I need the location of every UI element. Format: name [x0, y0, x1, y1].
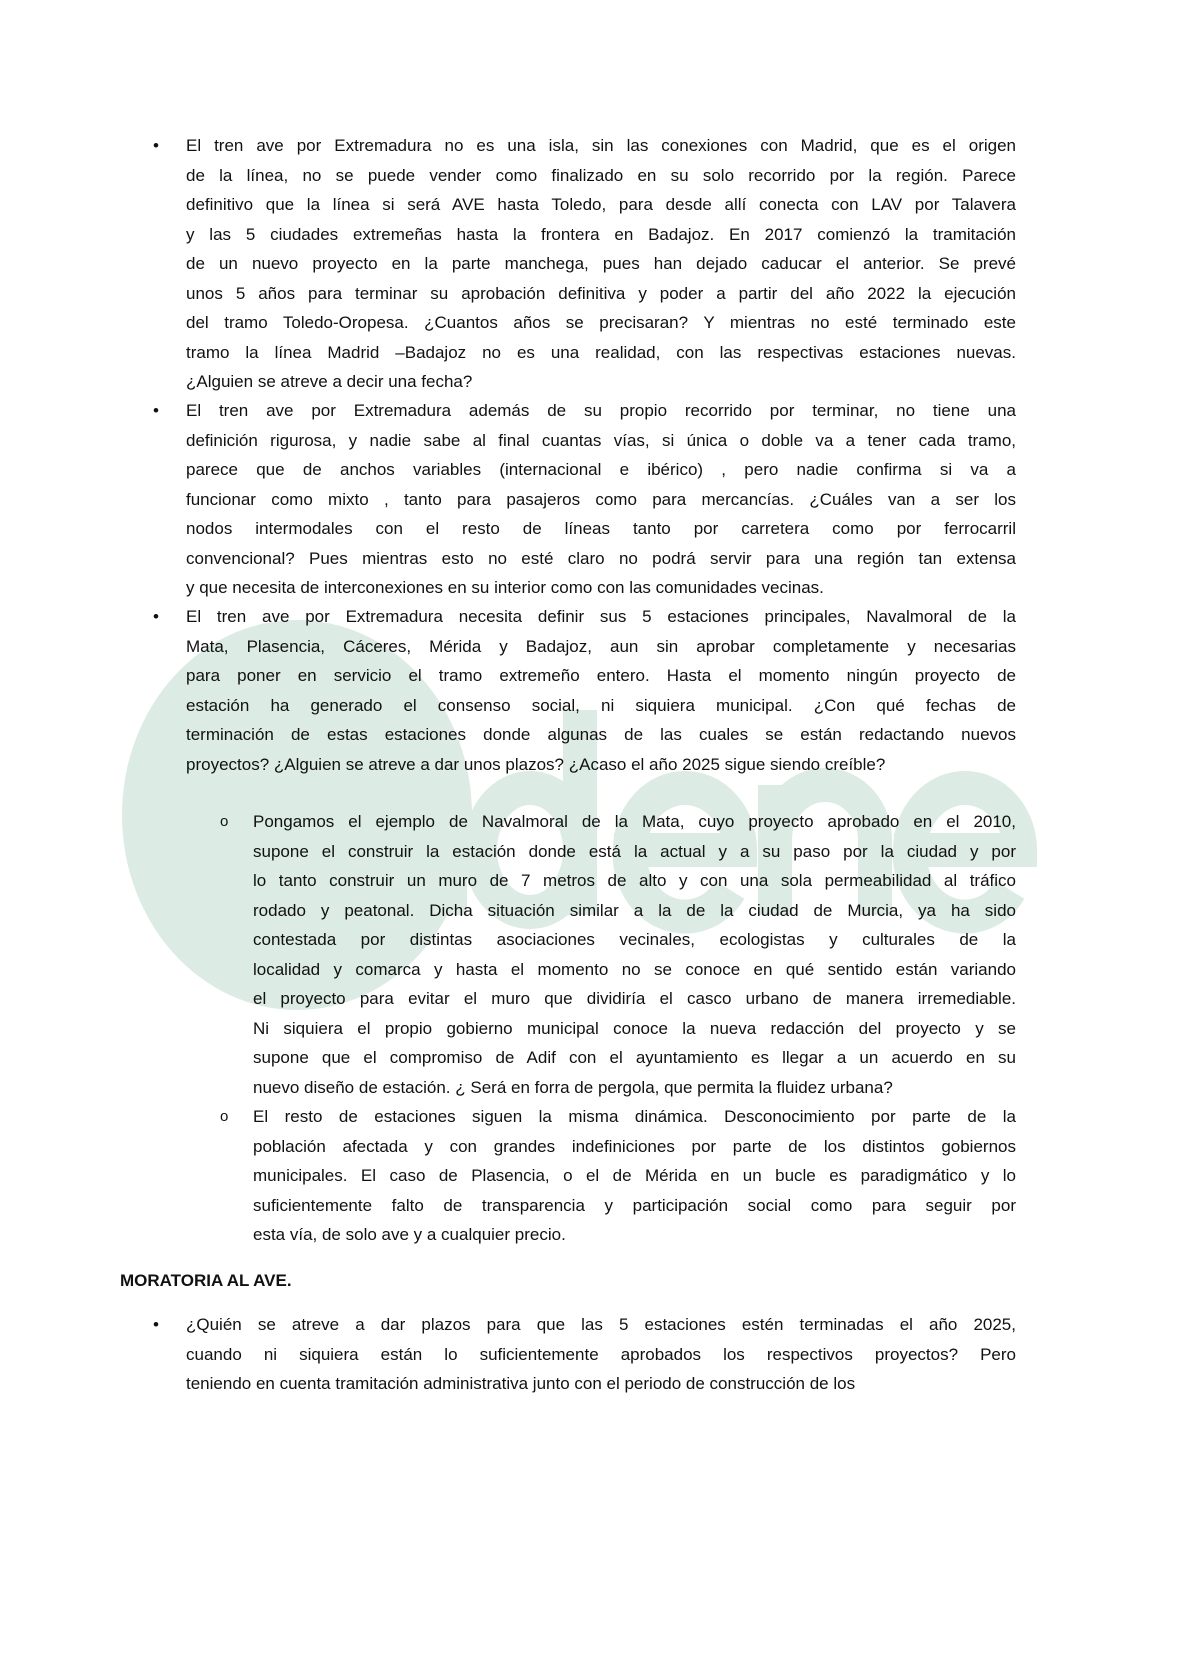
- text-line: localidad y comarca y hasta el momento no se conoce en qué sentido están variando: [253, 959, 1016, 979]
- text-line: rodado y peatonal. Dicha situación similar a la de la ciudad de Murcia, ya ha sido: [253, 900, 1016, 920]
- section-heading: MORATORIA AL AVE.: [120, 1271, 292, 1290]
- text-line: parece que de anchos variables (internacional e ibérico) , pero nadie confirma si va a: [186, 460, 1016, 479]
- text-line: nuevo diseño de estación. ¿ Será en forra de pergola, que permita la fluidez urbana?: [253, 1077, 893, 1097]
- text-line: ¿Alguien se atreve a decir una fecha?: [186, 372, 473, 391]
- text-line: suficientemente falto de transparencia y participación social como para seguir por: [253, 1195, 1016, 1215]
- text-line: El tren ave por Extremadura necesita definir sus 5 estaciones principales, Navalmoral de la: [186, 607, 1016, 626]
- paragraph: [186, 1310, 1016, 1399]
- text-line: unos 5 años para terminar su aprobación definitiva y poder a partir del año 2022 la ejecución: [186, 283, 1016, 303]
- text-line: ¿Quién se atreve a dar plazos para que las 5 estaciones estén terminadas el año 2025,: [186, 1315, 1016, 1334]
- text-line: el proyecto para evitar el muro que dividiría el casco urbano de manera irremediable.: [253, 989, 1016, 1008]
- text-line: tramo la línea Madrid –Badajoz no es una realidad, con las respectivas estaciones nuevas.: [186, 342, 1016, 362]
- text-line: de un nuevo proyecto en la parte manchega, pues han dejado caducar el anterior. Se prevé: [186, 254, 1016, 273]
- circle-bullet-icon: o: [220, 1108, 229, 1125]
- paragraph: [253, 1102, 1016, 1250]
- text-line: y que necesita de interconexiones en su interior como con las comunidades vecinas.: [186, 578, 824, 597]
- bullet-item: [153, 396, 1016, 603]
- circle-bullet-icon: o: [220, 813, 229, 830]
- text-line: convencional? Pues mientras esto no esté claro no podrá servir para una región tan extensa: [186, 548, 1016, 568]
- text-line: de la línea, no se puede vender como finalizado en su solo recorrido por la región. Parece: [186, 165, 1016, 185]
- text-line: Ni siquiera el propio gobierno municipal conoce la nueva redacción del proyecto y se: [253, 1018, 1016, 1038]
- text-line: definición rigurosa, y nadie sabe al final cuantas vías, si única o doble va a tener cada tramo,: [186, 430, 1016, 450]
- bullet-item: [153, 602, 1016, 779]
- bullet-icon: •: [153, 136, 159, 155]
- bullet-item: [153, 131, 1016, 397]
- text-line: definitivo que la línea si será AVE hasta Toledo, para desde allí conecta con LAV por Talavera: [186, 195, 1016, 214]
- text-line: contestada por distintas asociaciones vecinales, ecologistas y culturales de la: [253, 930, 1016, 949]
- bullet-icon: •: [153, 401, 159, 420]
- bullet-icon: •: [153, 607, 159, 626]
- text-line: El resto de estaciones siguen la misma dinámica. Desconocimiento por parte de la: [253, 1107, 1016, 1126]
- text-line: funcionar como mixto , tanto para pasajeros como para mercancías. ¿Cuáles van a ser los: [186, 489, 1016, 509]
- text-line: supone el construir la estación donde está la actual y a su paso por la ciudad y por: [253, 841, 1016, 861]
- text-line: El tren ave por Extremadura no es una isla, sin las conexiones con Madrid, que es el origen: [186, 136, 1016, 155]
- text-line: para poner en servicio el tramo extremeño entero. Hasta el momento ningún proyecto de: [186, 666, 1016, 685]
- bullet-item: [153, 1310, 1016, 1399]
- text-line: y las 5 ciudades extremeñas hasta la frontera en Badajoz. En 2017 comienzó la tramitación: [186, 224, 1016, 244]
- paragraph: [253, 807, 1016, 1102]
- text-line: del tramo Toledo-Oropesa. ¿Cuantos años se precisaran? Y mientras no esté terminado este: [186, 313, 1016, 332]
- text-line: teniendo en cuenta tramitación administrativa junto con el periodo de construcción de los: [186, 1374, 856, 1393]
- text-line: El tren ave por Extremadura además de su propio recorrido por terminar, no tiene una: [186, 401, 1016, 420]
- paragraph: [186, 602, 1016, 779]
- text-line: nodos intermodales con el resto de líneas tanto por carretera como por ferrocarril: [186, 519, 1016, 538]
- bullet-icon: •: [153, 1315, 159, 1334]
- text-line: lo tanto construir un muro de 7 metros de alto y con una sola permeabilidad al tráfico: [253, 871, 1016, 890]
- paragraph: [186, 396, 1016, 603]
- text-line: Mata, Plasencia, Cáceres, Mérida y Badajoz, aun sin aprobar completamente y necesarias: [186, 636, 1016, 656]
- text-line: cuando ni siquiera están lo suficientemente aprobados los respectivos proyectos? Pero: [186, 1344, 1016, 1364]
- text-line: Pongamos el ejemplo de Navalmoral de la Mata, cuyo proyecto aprobado en el 2010,: [253, 812, 1016, 831]
- text-line: estación ha generado el consenso social, ni siquiera municipal. ¿Con qué fechas de: [186, 695, 1016, 715]
- sub-bullet-item: [220, 1102, 1016, 1250]
- text-line: esta vía, de solo ave y a cualquier precio.: [253, 1225, 566, 1244]
- text-line: terminación de estas estaciones donde algunas de las cuales se están redactando nuevos: [186, 725, 1016, 744]
- text-line: supone que el compromiso de Adif con el ayuntamiento es llegar a un acuerdo en su: [253, 1048, 1016, 1067]
- text-line: proyectos? ¿Alguien se atreve a dar unos plazos? ¿Acaso el año 2025 sigue siendo creíble?: [186, 754, 886, 774]
- text-line: población afectada y con grandes indefiniciones por parte de los distintos gobiernos: [253, 1136, 1016, 1156]
- text-line: municipales. El caso de Plasencia, o el de Mérida en un bucle es paradigmático y lo: [253, 1166, 1016, 1185]
- paragraph: [186, 131, 1016, 397]
- sub-bullet-item: [220, 807, 1016, 1102]
